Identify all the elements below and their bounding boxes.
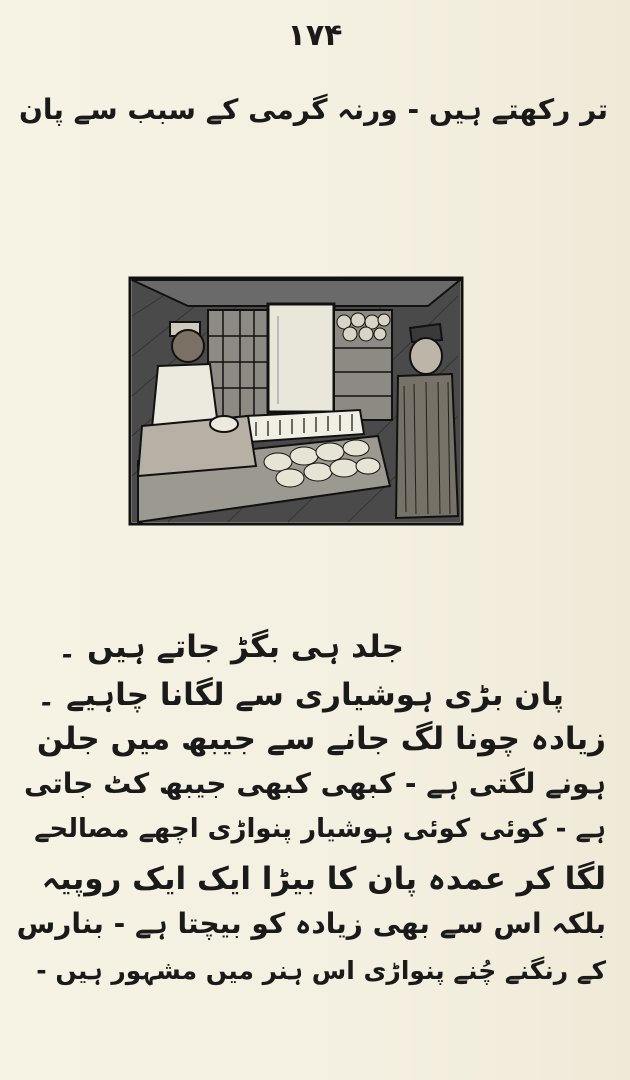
paragraph-line-1: جلد ہی بگڑ جاتے ہیں ۔: [57, 629, 404, 665]
paragraph-line-8: کے رنگنے چُنے پنواڑی اس ہنر میں مشہور ہیں -: [36, 956, 606, 985]
paragraph-line-2: پان بڑی ہوشیاری سے لگانا چاہیے ۔: [37, 677, 564, 713]
paragraph-line-4: ہونے لگتی ہے - کبھی کبھی جیبھ کٹ جاتی: [23, 767, 606, 800]
paragraph-line-7: بلکہ اس سے بھی زیادہ کو بیچتا ہے - بنارس: [16, 907, 606, 940]
top-text-line: تر رکھتے ہیں - ورنہ گرمی کے سبب سے پان: [18, 93, 608, 126]
paragraph-line-5: ہے - کوئی کوئی ہوشیار پنواڑی اچھے مصالحے: [34, 814, 606, 844]
paragraph-line-3: زیادہ چونا لگ جانے سے جیبھ میں جلن: [36, 721, 606, 757]
page-number: ۱۷۴: [287, 18, 343, 53]
paan-shop-illustration: [128, 276, 464, 526]
paragraph-line-6: لگا کر عمدہ پان کا بیڑا ایک ایک روپیہ: [41, 861, 606, 897]
